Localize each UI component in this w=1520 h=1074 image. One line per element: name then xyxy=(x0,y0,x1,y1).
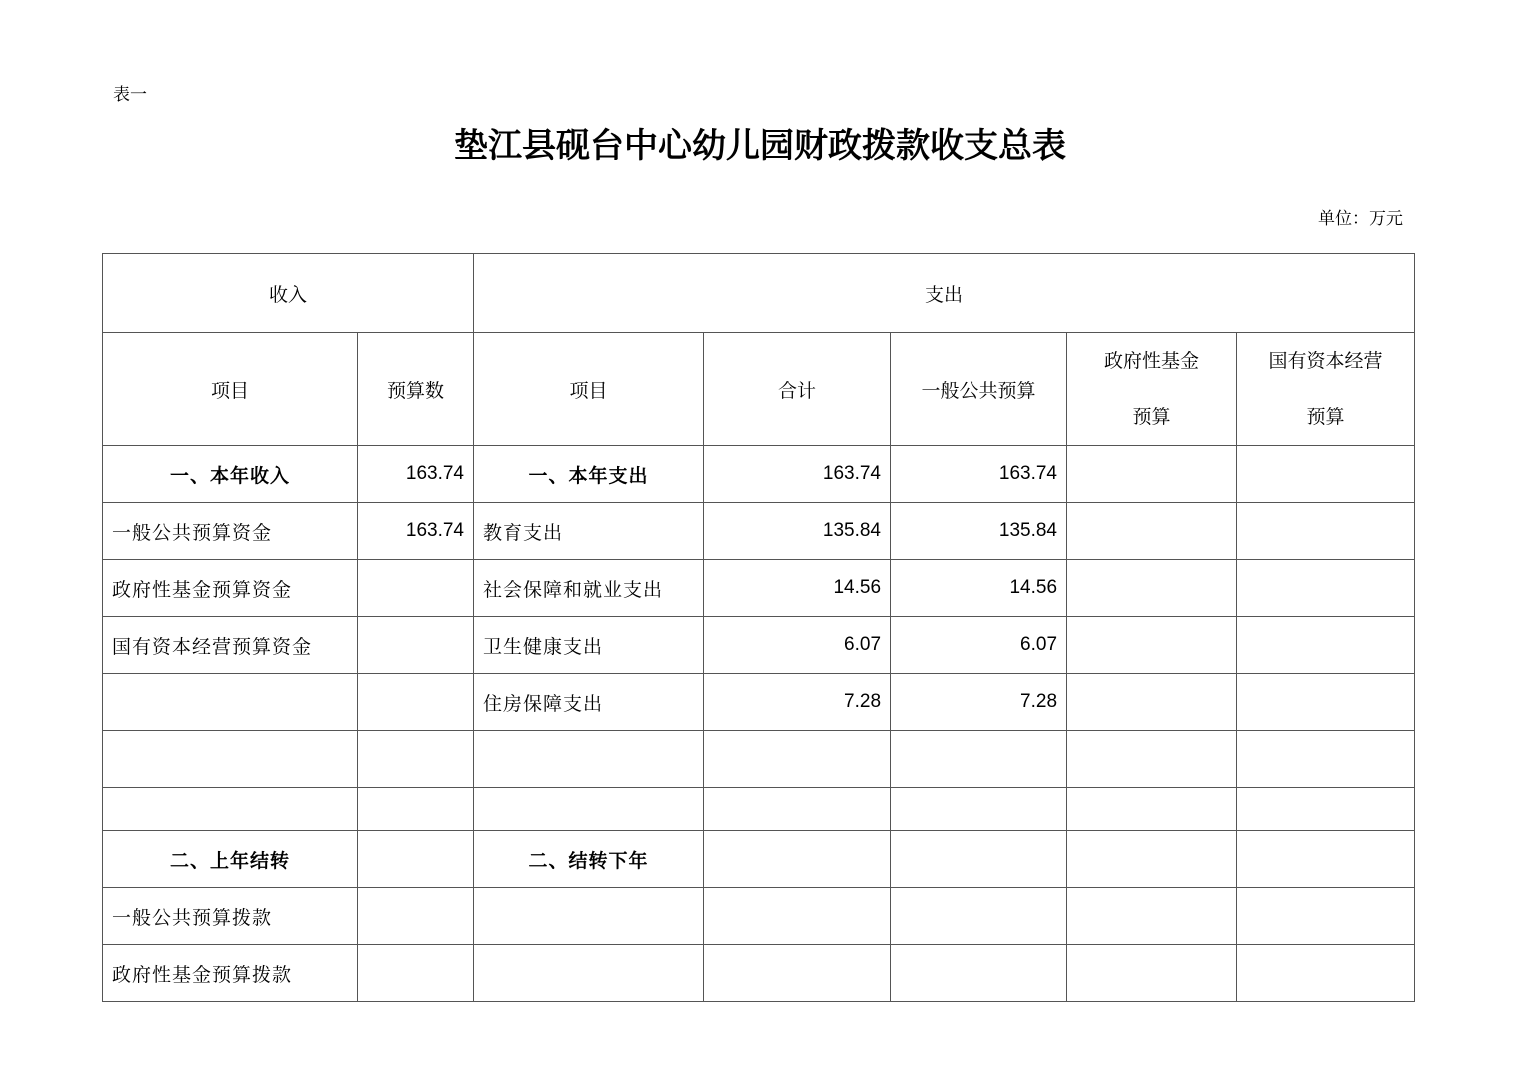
state-capital-cell xyxy=(1237,617,1415,674)
general-budget-cell: 163.74 xyxy=(891,446,1067,503)
gov-fund-cell xyxy=(1067,945,1237,1002)
income-budget-cell xyxy=(358,888,474,945)
income-item-cell xyxy=(103,788,358,831)
state-capital-cell xyxy=(1237,831,1415,888)
income-budget-cell xyxy=(358,788,474,831)
table-row xyxy=(103,674,1415,731)
gov-fund-cell xyxy=(1067,446,1237,503)
general-budget-cell: 14.56 xyxy=(891,560,1067,617)
general-budget-cell xyxy=(891,831,1067,888)
general-budget-header: 一般公共预算 xyxy=(891,333,1067,446)
gov-fund-cell xyxy=(1067,788,1237,831)
table-row xyxy=(103,888,1415,945)
state-capital-cell xyxy=(1237,945,1415,1002)
expense-total-header: 合计 xyxy=(704,333,891,446)
income-budget-cell: 163.74 xyxy=(358,503,474,560)
gov-fund-cell xyxy=(1067,503,1237,560)
gov-fund-cell xyxy=(1067,560,1237,617)
general-budget-cell xyxy=(891,788,1067,831)
table-row xyxy=(103,617,1415,674)
general-budget-cell xyxy=(891,888,1067,945)
state-capital-cell xyxy=(1237,888,1415,945)
gov-fund-cell xyxy=(1067,674,1237,731)
expense-item-cell: 教育支出 xyxy=(474,503,704,560)
table-row xyxy=(103,503,1415,560)
state-capital-header xyxy=(1237,333,1415,446)
document-title: 垫江县砚台中心幼儿园财政拨款收支总表 xyxy=(454,126,1066,166)
table-row xyxy=(103,731,1415,788)
gov-fund-cell xyxy=(1067,617,1237,674)
group-header-row xyxy=(103,254,1415,333)
gov-fund-cell xyxy=(1067,888,1237,945)
income-budget-cell xyxy=(358,560,474,617)
general-budget-cell xyxy=(891,731,1067,788)
income-item-cell: 一般公共预算资金 xyxy=(103,503,358,560)
income-item-cell xyxy=(103,731,358,788)
general-budget-cell xyxy=(891,945,1067,1002)
table-row xyxy=(103,788,1415,831)
gov-fund-header-line2: 预算 xyxy=(1132,406,1171,428)
general-budget-cell: 6.07 xyxy=(891,617,1067,674)
income-item-cell: 国有资本经营预算资金 xyxy=(103,617,358,674)
state-capital-header-line2: 预算 xyxy=(1306,406,1345,428)
gov-fund-cell xyxy=(1067,731,1237,788)
income-item-cell: 一般公共预算拨款 xyxy=(103,888,358,945)
expense-total-cell: 7.28 xyxy=(704,674,891,731)
expense-group-header: 支出 xyxy=(474,254,1415,333)
state-capital-cell xyxy=(1237,503,1415,560)
table-row xyxy=(103,945,1415,1002)
expense-item-cell: 一、本年支出 xyxy=(474,446,704,503)
expense-total-cell: 135.84 xyxy=(704,503,891,560)
income-budget-header: 预算数 xyxy=(358,333,474,446)
state-capital-cell xyxy=(1237,674,1415,731)
expense-item-cell: 住房保障支出 xyxy=(474,674,704,731)
state-capital-cell xyxy=(1237,560,1415,617)
expense-item-cell xyxy=(474,945,704,1002)
expense-total-cell: 14.56 xyxy=(704,560,891,617)
table-row xyxy=(103,831,1415,888)
expense-item-cell xyxy=(474,731,704,788)
table-label: 表一 xyxy=(113,85,147,105)
gov-fund-header xyxy=(1067,333,1237,446)
income-budget-cell xyxy=(358,617,474,674)
gov-fund-cell xyxy=(1067,831,1237,888)
expense-item-cell: 社会保障和就业支出 xyxy=(474,560,704,617)
state-capital-header-line1: 国有资本经营 xyxy=(1268,350,1383,372)
expense-total-cell: 163.74 xyxy=(704,446,891,503)
income-budget-cell xyxy=(358,731,474,788)
column-header-row xyxy=(103,333,1415,446)
table-row xyxy=(103,560,1415,617)
income-item-header: 项目 xyxy=(103,333,358,446)
budget-summary-table xyxy=(102,253,1415,1002)
income-group-header: 收入 xyxy=(103,254,474,333)
expense-total-cell: 6.07 xyxy=(704,617,891,674)
income-budget-cell xyxy=(358,674,474,731)
gov-fund-header-line1: 政府性基金 xyxy=(1104,350,1200,372)
table-row xyxy=(103,446,1415,503)
expense-item-cell xyxy=(474,788,704,831)
expense-item-header: 项目 xyxy=(474,333,704,446)
expense-item-cell xyxy=(474,888,704,945)
state-capital-cell xyxy=(1237,731,1415,788)
state-capital-cell xyxy=(1237,788,1415,831)
unit-note: 单位：万元 xyxy=(1318,209,1403,229)
income-item-cell: 政府性基金预算资金 xyxy=(103,560,358,617)
expense-total-cell xyxy=(704,788,891,831)
income-budget-cell xyxy=(358,945,474,1002)
expense-total-cell xyxy=(704,831,891,888)
expense-total-cell xyxy=(704,731,891,788)
state-capital-cell xyxy=(1237,446,1415,503)
income-item-cell: 二、上年结转 xyxy=(103,831,358,888)
expense-item-cell: 二、结转下年 xyxy=(474,831,704,888)
general-budget-cell: 135.84 xyxy=(891,503,1067,560)
income-item-cell: 政府性基金预算拨款 xyxy=(103,945,358,1002)
expense-total-cell xyxy=(704,888,891,945)
general-budget-cell: 7.28 xyxy=(891,674,1067,731)
expense-total-cell xyxy=(704,945,891,1002)
income-budget-cell: 163.74 xyxy=(358,446,474,503)
income-item-cell xyxy=(103,674,358,731)
expense-item-cell: 卫生健康支出 xyxy=(474,617,704,674)
income-item-cell: 一、本年收入 xyxy=(103,446,358,503)
income-budget-cell xyxy=(358,831,474,888)
